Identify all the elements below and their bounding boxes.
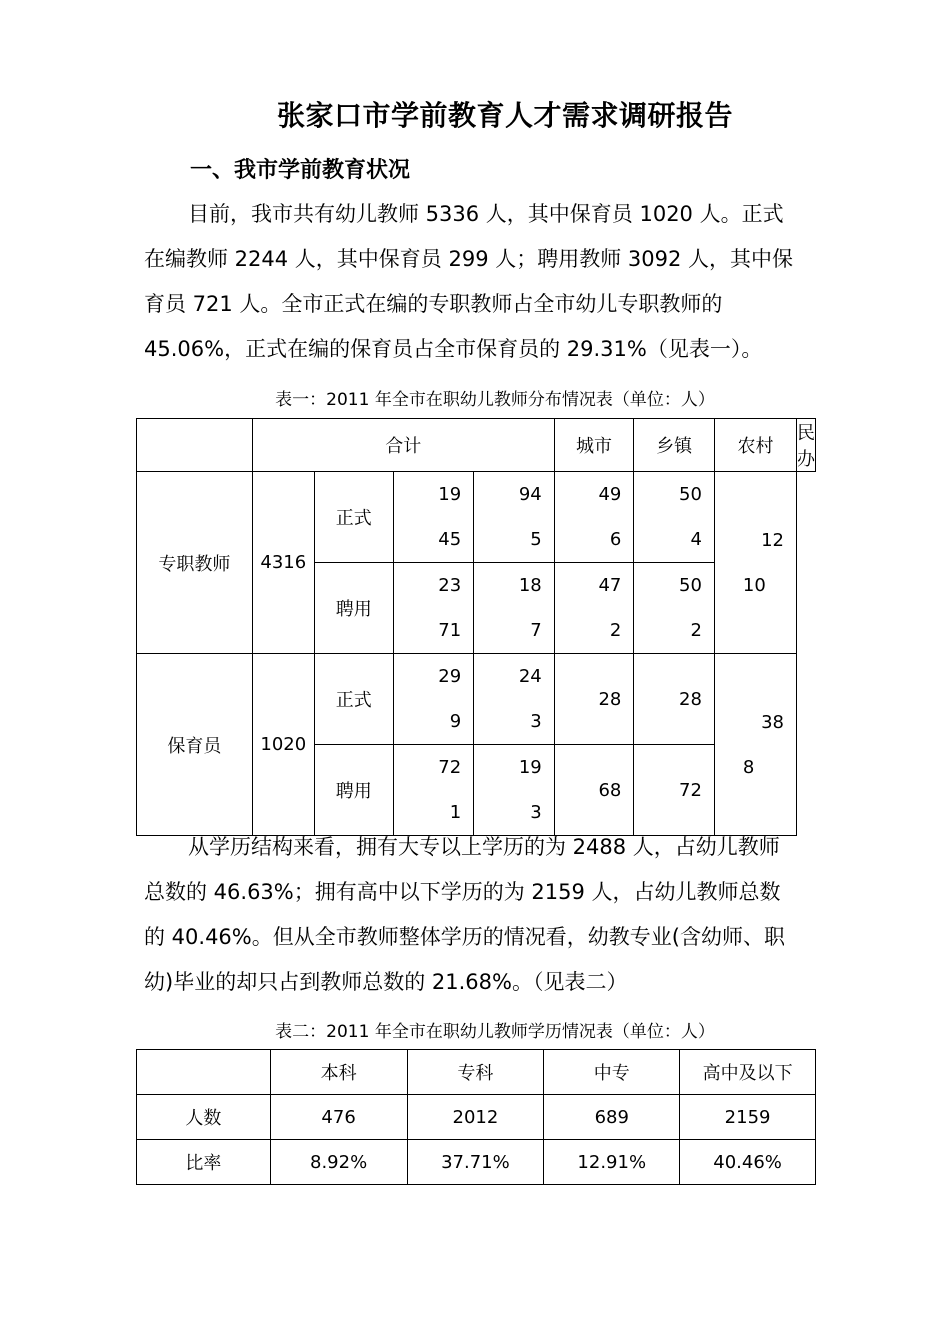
table-cell: 68 [554, 745, 634, 836]
table-cell: 12.91% [544, 1140, 680, 1185]
header-town: 乡镇 [634, 419, 715, 472]
cell-part: 12 [761, 529, 784, 551]
row-total: 4316 [252, 472, 314, 654]
table-cell [474, 472, 555, 563]
document-title: 张家口市学前教育人才需求调研报告 [276, 99, 733, 132]
table-cell: 40.46% [680, 1140, 816, 1185]
cell-part: 72 [438, 757, 462, 778]
cell-part: 9 [449, 711, 462, 732]
cell-part: 4 [690, 529, 702, 550]
paragraph-line: 总数的 46.63%；拥有高中以下学历的为 2159 人，占幼儿教师总数 [144, 880, 781, 904]
cell-part: 2 [690, 620, 702, 641]
table-cell: 2159 [680, 1095, 816, 1140]
table-cell [554, 472, 634, 563]
private-cell [714, 654, 796, 836]
table-cell [474, 563, 555, 654]
paragraph-2 [144, 825, 816, 1005]
header-college: 专科 [407, 1050, 544, 1095]
cell-part: 71 [438, 620, 462, 641]
paragraph-1 [144, 192, 816, 372]
table-cell: 8.92% [270, 1140, 407, 1185]
row-label: 专职教师 [137, 472, 253, 654]
paragraph-line: 45.06%，正式在编的保育员占全市保育员的 29.31%（见表一）。 [144, 337, 763, 361]
paragraph-line: 育员 721 人。全市正式在编的专职教师占全市幼儿专职教师的 [144, 292, 723, 316]
header-highschool: 高中及以下 [680, 1050, 816, 1095]
table-row [137, 1095, 816, 1140]
cell-part: 3 [530, 802, 542, 823]
education-table [136, 1049, 816, 1185]
cell-part: 3 [530, 711, 542, 732]
cell-part: 7 [530, 620, 542, 641]
table-cell [634, 563, 715, 654]
table-row [137, 472, 816, 563]
cell-part: 49 [598, 484, 622, 505]
table-cell [393, 654, 474, 745]
cell-part: 6 [609, 529, 622, 550]
table-header-row [137, 419, 816, 472]
table-cell: 72 [634, 745, 715, 836]
header-bachelor: 本科 [270, 1050, 407, 1095]
table-cell [393, 745, 474, 836]
header-total: 合计 [252, 419, 554, 472]
paragraph-line: 从学历结构来看，拥有大专以上学历的为 2488 人，占幼儿教师 [188, 835, 780, 859]
cell-part: 2 [609, 620, 622, 641]
cell-part: 38 [761, 711, 784, 733]
table-cell: 28 [554, 654, 634, 745]
table-cell: 2012 [407, 1095, 544, 1140]
row-type: 正式 [314, 472, 393, 563]
row-type: 聘用 [314, 563, 393, 654]
distribution-table [136, 418, 816, 836]
row-label: 保育员 [137, 654, 253, 836]
table-cell [474, 745, 555, 836]
cell-part: 1 [449, 802, 462, 823]
table-cell: 476 [270, 1095, 407, 1140]
cell-part: 5 [530, 529, 542, 550]
paragraph-line: 目前，我市共有幼儿教师 5336 人，其中保育员 1020 人。正式 [188, 202, 784, 226]
table-cell [634, 472, 715, 563]
cell-part: 10 [742, 574, 766, 596]
cell-part: 24 [518, 666, 542, 687]
row-label: 人数 [137, 1095, 271, 1140]
row-total: 1020 [252, 654, 314, 836]
cell-part: 23 [438, 575, 462, 596]
cell-part: 47 [598, 575, 622, 596]
table-header-row [137, 1050, 816, 1095]
cell-part: 94 [518, 484, 542, 505]
table-cell: 28 [634, 654, 715, 745]
cell-part: 29 [438, 666, 462, 687]
table-cell [393, 472, 474, 563]
table1-caption: 表一：2011 年全市在职幼儿教师分布情况表（单位：人） [275, 390, 715, 410]
table-corner-cell [137, 1050, 271, 1095]
cell-part: 45 [438, 529, 462, 550]
row-type: 聘用 [314, 745, 393, 836]
table-cell: 689 [544, 1095, 680, 1140]
table-row [137, 1140, 816, 1185]
table-cell: 37.71% [407, 1140, 544, 1185]
cell-part: 19 [518, 757, 542, 778]
table-cell [554, 563, 634, 654]
header-city: 城市 [554, 419, 634, 472]
table-row [137, 654, 816, 745]
cell-part: 19 [438, 484, 462, 505]
row-type: 正式 [314, 654, 393, 745]
section-heading: 一、我市学前教育状况 [190, 158, 411, 183]
cell-part: 50 [679, 484, 702, 505]
row-label: 比率 [137, 1140, 271, 1185]
header-secondary: 中专 [544, 1050, 680, 1095]
header-private: 民办 [797, 419, 816, 472]
table-cell [474, 654, 555, 745]
paragraph-line: 在编教师 2244 人，其中保育员 299 人；聘用教师 3092 人，其中保 [144, 247, 794, 271]
header-village: 农村 [714, 419, 796, 472]
table2-caption: 表二：2011 年全市在职幼儿教师学历情况表（单位：人） [275, 1022, 715, 1042]
paragraph-line: 的 40.46%。但从全市教师整体学历的情况看，幼教专业(含幼师、职 [144, 925, 785, 949]
cell-part: 8 [742, 756, 755, 778]
table-cell [393, 563, 474, 654]
cell-part: 18 [518, 575, 542, 596]
table-corner-cell [137, 419, 253, 472]
private-cell [714, 472, 796, 654]
cell-part: 50 [679, 575, 702, 596]
paragraph-line: 幼)毕业的却只占到教师总数的 21.68%。（见表二） [144, 970, 628, 994]
